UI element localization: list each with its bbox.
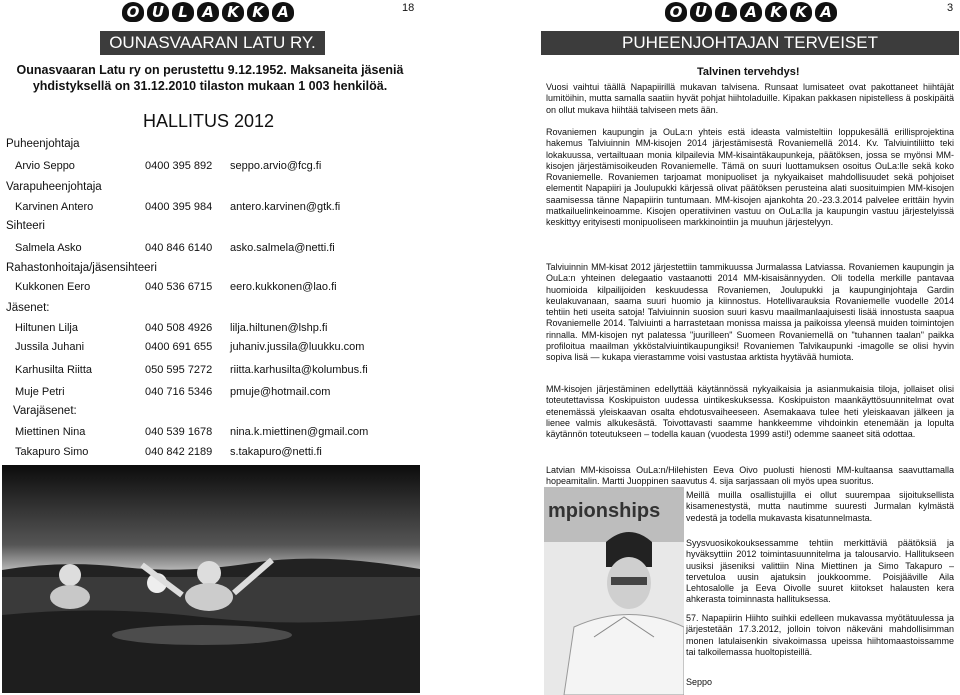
logo-letter: O bbox=[665, 2, 687, 22]
role-label: Jäsenet: bbox=[6, 302, 50, 314]
page-number: 3 bbox=[947, 2, 954, 14]
section-banner: OUNASVAARAN LATU RY. bbox=[100, 31, 325, 55]
member-name: Hiltunen Lilja bbox=[15, 322, 78, 334]
logo-letter: K bbox=[790, 2, 812, 22]
logo-letter: K bbox=[247, 2, 269, 22]
member-phone: 0400 395 984 bbox=[145, 201, 213, 213]
article-paragraph: Rovaniemen kaupungin ja OuLa:n yhteis estä ideasta valmisteltiin loppukesällä erillisprojektina hakemus Talviuinnin MM-kisojen 2014 järjestämisestä Rovaniemellä 2014. Kv. Talviuintiliitto teki lokakuussa, vertailtuaan monia kilpailevia MM-kisaintäkaupunkeja, päätöksen, jossa se myönsi MM-kisojen järjestämisoikeuden Rovaniemelle. Tämä on suuri luottamuksen osoitus OuLa:lle sekä koko Rovaniemelle. Rovaniemen tarjoamat monipuoliset ja nykyaikaiset mahdollisuudet sekä pohjoiset elementit Napapiiri ja Joulupukki kärjessä olivat päätöksen perusteina alati suosituimpien MM-kisojen saamisessa tänne Napapiirin tuntumaan. MM-kisojen ajankohta 20.-23.3.2014 palvelee erittäin hyvin matkailuelinkeinoamme. Kisojen operatiivinen vastuu on OuLa:lla ja kaupungin vastuu järjestelyissä keskittyy erityisesti monipuoliseen markkinointiin ja muuhun järjestelyyn. bbox=[546, 127, 954, 228]
ice-swimming-photo bbox=[2, 465, 420, 693]
member-name: Takapuro Simo bbox=[15, 446, 89, 458]
page-number: 18 bbox=[402, 2, 415, 14]
article-paragraph: Meillä muilla osallistujilla ei ollut suurempaa sijoituksellista kisamenestystä, mutta nautimme suuresti Jurmalan kylmästä vedestä ja todella mukavasta kisatunnelmasta. bbox=[686, 490, 954, 523]
member-phone: 0400 395 892 bbox=[145, 160, 213, 172]
logo-letter: K bbox=[765, 2, 787, 22]
logo-letter: A bbox=[197, 2, 219, 22]
logo-letter: K bbox=[222, 2, 244, 22]
member-email[interactable]: eero.kukkonen@lao.fi bbox=[230, 281, 337, 293]
member-phone: 040 508 4926 bbox=[145, 322, 213, 334]
role-label: Sihteeri bbox=[6, 220, 45, 232]
board-title: HALLITUS 2012 bbox=[143, 111, 275, 131]
member-email[interactable]: seppo.arvio@fcg.fi bbox=[230, 160, 322, 172]
photo-banner-text: mpionships bbox=[548, 500, 661, 522]
member-phone: 040 846 6140 bbox=[145, 242, 213, 254]
member-email[interactable]: s.takapuro@netti.fi bbox=[230, 446, 322, 458]
member-name: Miettinen Nina bbox=[15, 426, 86, 438]
member-email[interactable]: juhaniv.jussila@luukku.com bbox=[230, 341, 365, 353]
chairman-photo bbox=[544, 487, 684, 695]
member-email[interactable]: asko.salmela@netti.fi bbox=[230, 242, 335, 254]
member-name: Kukkonen Eero bbox=[15, 281, 91, 293]
article-paragraph: Vuosi vaihtui täällä Napapiirillä mukavan talvisena. Runsaat lumisateet ovat pakottaneet hiihtäjät lumitöihin, mutta samalla saatiin hyvät pohjat hiihtoladuille. Kipakan pakkasen nipistelless ä poskipäitä on ollut mukava hiihtää talviseen mets ään. bbox=[546, 82, 954, 115]
member-name: Muje Petri bbox=[15, 386, 65, 398]
member-email[interactable]: pmuje@hotmail.com bbox=[230, 386, 331, 398]
member-phone: 040 842 2189 bbox=[145, 446, 213, 458]
member-phone: 040 536 6715 bbox=[145, 281, 213, 293]
role-label: Varapuheenjohtaja bbox=[6, 181, 102, 193]
article-paragraph: MM-kisojen järjestäminen edellyttää käytännössä nykyaikaisia ja asianmukaisia tiloja, jollaiset olisi toteutettavissa Koskipuiston uudessa uintikeskuksessa. Koskipuiston maankäyttösuunnitelmat ovat etenemässä yleiskaavan osalta ehdotusvaiheeseen. Asemakaava tulee heti yleiskaavan jälkeen ja lienee valmis alkukesästä. Toivottavasti saamme hankkeemme vihdoinkin etenemään ja lopulta käytännön toteutukseen – todella kauan (vuodesta 1999 asti!) odemme saaneet sitä odottaa. bbox=[546, 384, 954, 440]
greeting: Talvinen tervehdys! bbox=[697, 66, 800, 78]
logo-letter: L bbox=[172, 2, 194, 22]
member-name: Karhusilta Riitta bbox=[15, 364, 93, 376]
member-email[interactable]: antero.karvinen@gtk.fi bbox=[230, 201, 341, 213]
member-name: Jussila Juhani bbox=[15, 341, 85, 353]
logo-letter: A bbox=[815, 2, 837, 22]
logo-letter: L bbox=[715, 2, 737, 22]
role-label: Puheenjohtaja bbox=[6, 138, 80, 150]
member-name: Arvio Seppo bbox=[15, 160, 75, 172]
member-phone: 0400 691 655 bbox=[145, 341, 213, 353]
article-paragraph: Talviuinnin MM-kisat 2012 järjestettiin tammikuussa Jurmalassa Latviassa. Rovaniemen kaupungin ja OuLa:n yhteinen delegaatio vastaanotti 2014 MM-kisaisännyyden. Oli todella merkille pantavaa huomioida kilpailijoiden keskuudessa Rovaniemen, Joulupukki ja kaupunginjohtaja Gardin keulakuvanaan, saama suuri huomio ja kiinnostus. Hotellivarauksia Rovaniemelle vuodelle 2014 tehtiin heti useita satoja! Talviuinnin suosion suuri kasvu maailmanlaajuisesti lisää innostusta saapua Rovaniemelle 2014. Talviuinti a harrastetaan monissa maissa ja paikoissa yleensä muiden toimintojen rinnalla. MM-kisojen nyt palatessa "juurilleen" Suomeen Rovaniemellä on "tuhannen taalan" paikka profiloitua maailman ykköstalviuintikaupungiksi! Rovaniemen Talvikaupunki -imagolle se olisi hyvin sopiva lisä — kukapa vierastamme voisi vastustaa arktista hyytävää humiota. bbox=[546, 262, 954, 363]
section-banner: PUHEENJOHTAJAN TERVEISET bbox=[541, 31, 959, 55]
member-email[interactable]: riitta.karhusilta@kolumbus.fi bbox=[230, 364, 368, 376]
oulakka-logo bbox=[665, 2, 837, 24]
signature: Seppo bbox=[686, 677, 713, 687]
member-name: Salmela Asko bbox=[15, 242, 82, 254]
logo-letter: O bbox=[122, 2, 144, 22]
member-phone: 040 716 5346 bbox=[145, 386, 213, 398]
oulakka-logo bbox=[122, 2, 294, 24]
logo-letter: U bbox=[147, 2, 169, 22]
member-phone: 040 539 1678 bbox=[145, 426, 213, 438]
article-paragraph: 57. Napapiirin Hiihto suihkii edelleen mukavassa myötätuulessa ja järjestetään 17.3.2012, jolloin toivon näkeväni mahdollisimman monen latulaisenkin sivakoimassa upeissa hiihtomaastoissamme tai talkoilemassa huoltopisteillä. bbox=[686, 613, 954, 657]
intro-text bbox=[0, 62, 420, 94]
member-email[interactable]: nina.k.miettinen@gmail.com bbox=[230, 426, 369, 438]
article-paragraph: Latvian MM-kisoissa OuLa:n/Hilehisten Eeva Oivo puolusti hienosti MM-kultaansa saavuttamalla hopeamitalin. Martti Juoppinen saavutus 4. sija sarjassaan oli myös upea suoritus. bbox=[546, 465, 954, 487]
member-name: Karvinen Antero bbox=[15, 201, 94, 213]
role-label: Rahastonhoitaja/jäsensihteeri bbox=[6, 262, 157, 274]
logo-letter: A bbox=[740, 2, 762, 22]
member-phone: 050 595 7272 bbox=[145, 364, 213, 376]
article-paragraph: Syysvuosikokouksessamme tehtiin merkittäviä päätöksiä ja hyväksyttiin 2012 toimintasuunnitelma ja talousarvio. Hallitukseen uusiksi jäseniksi valittiin Nina Miettinen ja Simo Takapuro – tervetuloa uusin ajatuksin joukkoomme. Poisjääville Aila Lehtosalolle ja Eeva Oivolle suuret kiitokset halausten kera ahkerasta toiminnasta hallituksessa. bbox=[686, 538, 954, 605]
intro-line: yhdistyksellä on 31.12.2010 tilaston mukaan 1 003 henkilöä. bbox=[32, 79, 388, 93]
logo-letter: U bbox=[690, 2, 712, 22]
intro-line: Ounasvaaran Latu ry on perustettu 9.12.1952. Maksaneita jäseniä bbox=[16, 63, 404, 77]
member-email[interactable]: lilja.hiltunen@lshp.fi bbox=[230, 322, 328, 334]
role-label: Varajäsenet: bbox=[13, 405, 77, 417]
logo-letter: A bbox=[272, 2, 294, 22]
